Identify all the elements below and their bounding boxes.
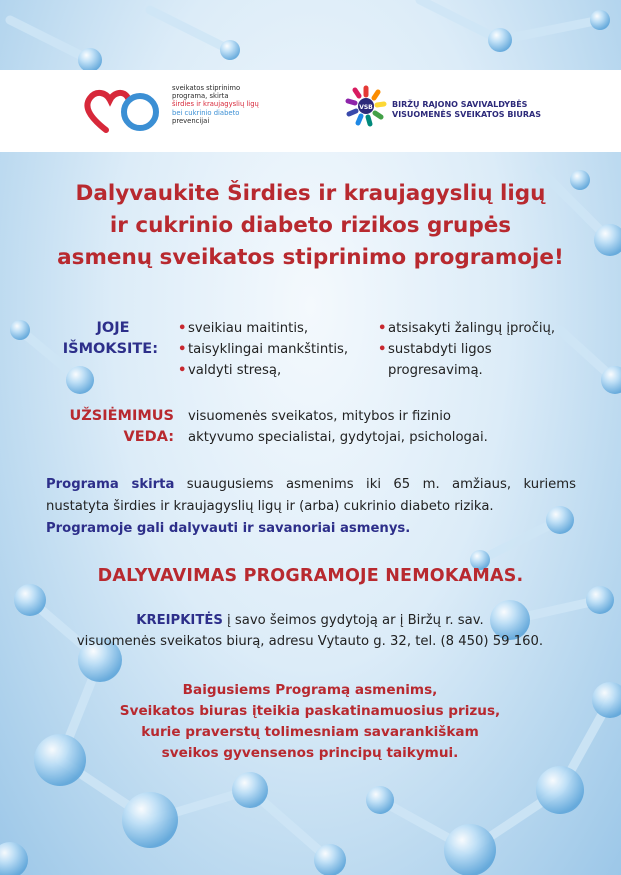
program-description [46,474,576,540]
closing-line1: Baigusiems Programą asmenims, [182,682,438,698]
leaders-text-line1: visuomenės sveikatos, mitybos ir fizinio [188,409,451,424]
bureau-logo [344,84,574,138]
title-line3: asmenų sveikatos stiprinimo programoje! [57,245,564,270]
logo-text-line3: širdies ir kraujagyslių ligų [172,100,259,109]
leaders-label [40,406,174,448]
title-line2: ir cukrinio diabeto rizikos grupės [109,213,512,238]
learn-item: • valdyti stresą, [178,360,348,381]
contact-line2: visuomenės sveikatos biurą, adresu Vytauto g. 32, tel. (8 450) 59 160. [76,634,544,649]
learn-item: • taisyklingai mankštintis, [178,339,348,360]
learn-item: • sustabdyti ligos [378,339,555,360]
svg-text:VSB: VSB [359,104,373,111]
learn-list-col1 [178,318,348,381]
contact-line1: į savo šeimos gydytoją ar į Biržų r. sav. [222,613,484,628]
header-bar [0,70,621,152]
leaders-text-line2: aktyvumo specialistai, gydytojai, psichologai. [188,430,488,445]
program-text: suaugusiems asmenims iki 65 m. amžiaus, kuriems nustatyta širdies ir kraujagyslių ligų ir (arba) cukrinio diabeto rizika. [46,477,576,514]
learn-label [40,318,158,360]
learn-item: • sveikiau maitintis, [178,318,348,339]
bureau-name-line2: VISUOMENĖS SVEIKATOS BIURAS [392,110,542,119]
title-line1: Dalyvaukite Širdies ir kraujagyslių ligų [75,181,546,206]
free-participation-banner: DALYVAVIMAS PROGRAMOJE NEMOKAMAS. [97,566,524,586]
learn-label-line2: IŠMOKSITE: [62,341,158,357]
closing-line2: Sveikatos biuras įteikia paskatinamuosius prizus, [119,703,501,719]
contact-lead: KREIPKITĖS [136,613,223,628]
leaders-text [188,406,548,448]
learn-item: • atsisakyti žalingų įpročių, [378,318,555,339]
learn-item-continuation: progresavimą. [388,363,483,378]
learn-list-col2 [378,318,555,381]
page-title [30,178,591,274]
bureau-name-line1: BIRŽŲ RAJONO SAVIVALDYBĖS [392,100,528,109]
people-circle-icon [344,84,388,128]
heart-rings-icon [84,88,168,134]
closing-line4: sveikos gyvensenos principų taikymui. [161,745,459,761]
program-logo [84,84,264,138]
leaders-label-line1: UŽSIĖMIMUS [69,408,174,424]
closing-line3: kurie praverstų tolimesniam savarankiškam [141,724,479,740]
closing-message [60,680,560,764]
program-lead: Programa skirta [46,477,175,492]
logo-text-line4: bei cukrinio diabeto [172,108,240,117]
volunteers-note: Programoje gali dalyvauti ir savanoriai asmenys. [46,521,411,536]
leaders-label-line2: VEDA: [123,429,174,445]
logo-text-line1: sveikatos stiprinimo [172,84,241,92]
logo-text-line2: programa, skirta [172,92,229,101]
logo-text-line5: prevencijai [172,116,210,125]
contact-info [60,610,560,652]
learn-label-line1: JOJE [96,320,130,336]
